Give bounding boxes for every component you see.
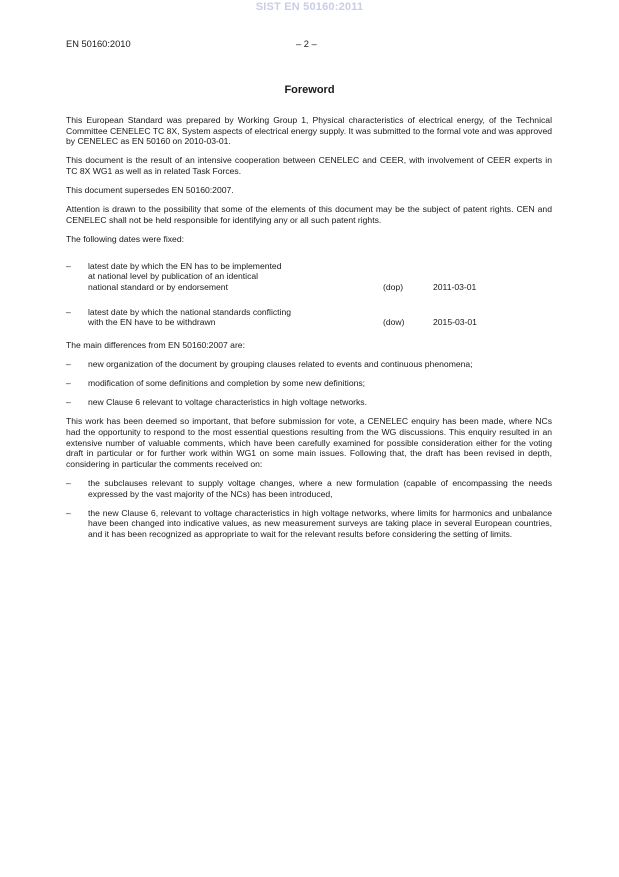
list-item <box>66 359 552 370</box>
difference-text: new Clause 6 relevant to voltage characteristics in high voltage networks. <box>88 397 367 408</box>
dash-marker: – <box>66 358 71 369</box>
dash-marker: – <box>66 260 71 271</box>
date-abbreviation: (dop) <box>383 281 404 292</box>
dates-list <box>66 261 552 328</box>
paragraph-prepared-by: This European Standard was prepared by Working Group 1, Physical characteristics of electrical energy, of the Technical Committee CENELEC TC 8X, System aspects of electrical energy supply. It was submitted to the formal vote and was approved by CENELEC as EN 50160 on 2010-03-01. <box>66 115 552 147</box>
paragraph-dates-intro: The following dates were fixed: <box>66 234 184 245</box>
dash-marker: – <box>66 397 71 408</box>
date-line: latest date by which the national standards conflicting <box>88 306 292 317</box>
date-value: 2011-03-01 <box>433 281 477 292</box>
date-item-dow <box>66 307 552 328</box>
date-line: national standard or by endorsement <box>88 281 228 292</box>
date-line: at national level by publication of an identical <box>88 271 259 282</box>
paragraph-differences-intro: The main differences from EN 50160:2007 are: <box>66 339 245 350</box>
paragraph-patent-rights: Attention is drawn to the possibility that some of the elements of this document may be the subject of patent rights. CEN and CENELEC shall not be held responsible for identifying any or all such patent rights. <box>66 204 552 225</box>
comment-text: the new Clause 6, relevant to voltage characteristics in high voltage networks, where limits for harmonics and unbalance have been changed into indicative values, as new measurement surveys are taking place in several European countries, and it has been recognized as appropriate to wait for the relevant results before considering the setting of limits. <box>88 507 552 539</box>
list-item <box>66 478 552 499</box>
date-line: latest date by which the EN has to be implemented <box>88 260 282 271</box>
dash-marker: – <box>66 478 71 488</box>
date-item-dop <box>66 261 552 293</box>
difference-text: modification of some definitions and completion by some new definitions; <box>88 378 366 389</box>
paragraph-cooperation: This document is the result of an intensive cooperation between CENELEC and CEER, with involvement of CEER experts in TC 8X WG1 as well as in related Task Forces. <box>66 155 552 176</box>
differences-list <box>66 359 552 408</box>
document-body <box>66 115 552 548</box>
difference-text: new organization of the document by grouping clauses related to events and continuous phenomena; <box>88 358 473 369</box>
paragraph-supersedes: This document supersedes EN 50160:2007. <box>66 185 234 196</box>
dash-marker: – <box>66 507 71 518</box>
page-number: – 2 – <box>296 39 317 49</box>
watermark: SIST EN 50160:2011 <box>255 1 364 13</box>
dash-marker: – <box>66 306 71 317</box>
list-item <box>66 378 552 389</box>
document-id: EN 50160:2010 <box>66 39 131 49</box>
comment-text: the subclauses relevant to supply voltage changes, where a new formulation (capable of encompassing the needs expressed by the vast majority of the NCs) has been introduced, <box>88 478 552 499</box>
paragraph-work: This work has been deemed so important, that before submission for vote, a CENELEC enquiry has been made, where NCs had the opportunity to respond to the most essential questions resulting from the WG discussions. This enquiry resulted in an extensive number of valuable comments, which have been carefully examined for possible consideration either for the voting draft in particular or for further work within WG1 on some main issues. Following that, the draft has been revised in depth, considering in particular the comments received on: <box>66 416 552 469</box>
date-value: 2015-03-01 <box>433 317 477 328</box>
list-item <box>66 508 552 540</box>
page-title: Foreword <box>284 84 335 96</box>
date-line: with the EN have to be withdrawn <box>88 317 216 328</box>
comments-list <box>66 478 552 540</box>
date-abbreviation: (dow) <box>383 317 405 328</box>
list-item <box>66 397 552 408</box>
dash-marker: – <box>66 378 71 389</box>
